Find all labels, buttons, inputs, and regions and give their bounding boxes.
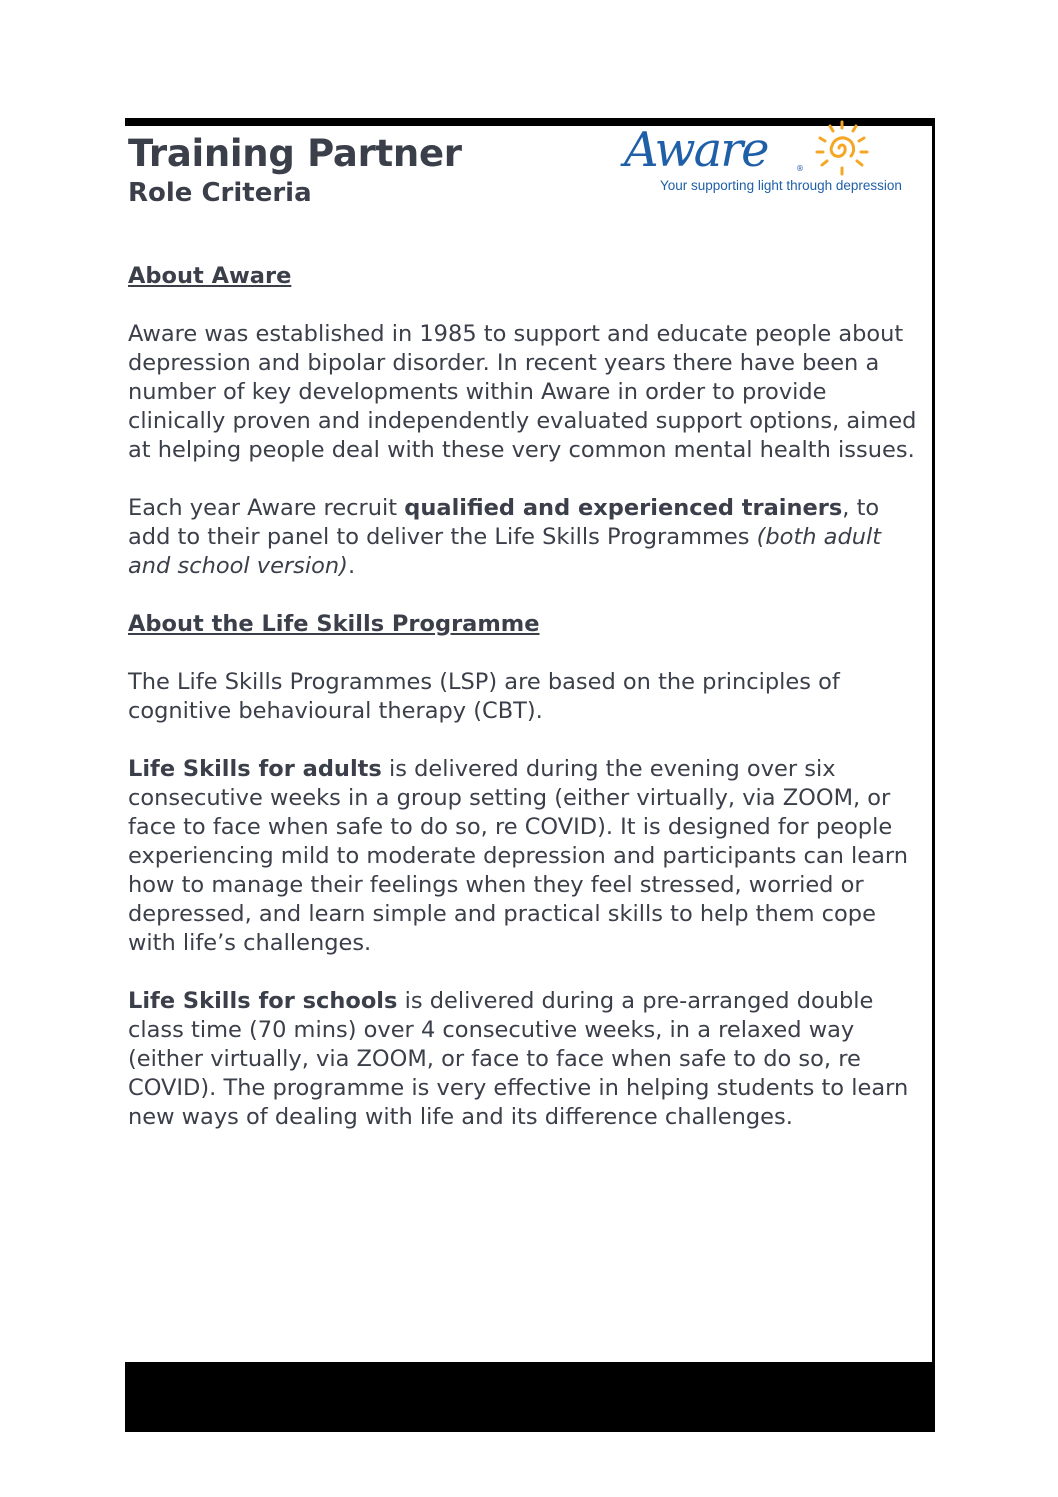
logo-registered-mark: ® xyxy=(796,164,804,173)
recruit-bold-text: qualified and experienced trainers xyxy=(404,495,843,521)
footer-band xyxy=(125,1362,935,1432)
document-body xyxy=(128,262,928,1161)
lsp-intro-paragraph: The Life Skills Programmes (LSP) are based on the principles of cognitive behavioural therapy (CBT). xyxy=(128,669,840,724)
aware-logo xyxy=(622,118,902,198)
logo-wordmark: Aware xyxy=(624,122,768,178)
logo-tagline: Your supporting light through depression xyxy=(660,178,902,193)
right-border xyxy=(932,118,935,1364)
lsp-adults-label: Life Skills for adults xyxy=(128,756,382,782)
lsp-heading: About the Life Skills Programme xyxy=(128,611,540,637)
recruit-paragraph: Each year Aware recruit qualified and experienced trainers, to add to their panel to deliver the Life Skills Programmes (both adult and school version). xyxy=(128,495,882,579)
about-aware-heading: About Aware xyxy=(128,263,292,289)
about-aware-paragraph: Aware was established in 1985 to support and educate people about depression and bipolar disorder. In recent years there have been a number of key developments within Aware in order to provide clinically proven and independently evaluated support options, aimed at helping people deal with these very common mental health issues. xyxy=(128,321,917,463)
lsp-schools-paragraph: Life Skills for schools is delivered during a pre-arranged double class time (70 mins) over 4 consecutive weeks, in a relaxed way (either virtually, via ZOOM, or face to face when safe to do so, re COVID). The programme is very effective in helping students to learn new ways of dealing with life and its difference challenges. xyxy=(128,988,909,1130)
page-subtitle: Role Criteria xyxy=(128,178,312,208)
page-title: Training Partner xyxy=(128,132,462,175)
lsp-adults-paragraph: Life Skills for adults is delivered during the evening over six consecutive weeks in a group setting (either virtually, via ZOOM, or face to face when safe to do so, re COVID). It is designed for people experiencing mild to moderate depression and participants can learn how to manage their feelings when they feel stressed, worried or depressed, and learn simple and practical skills to help them cope with life’s challenges. xyxy=(128,756,909,956)
sun-icon xyxy=(812,118,872,178)
recruit-italic-text: (both adult and school version) xyxy=(128,524,882,579)
lsp-schools-label: Life Skills for schools xyxy=(128,988,398,1014)
